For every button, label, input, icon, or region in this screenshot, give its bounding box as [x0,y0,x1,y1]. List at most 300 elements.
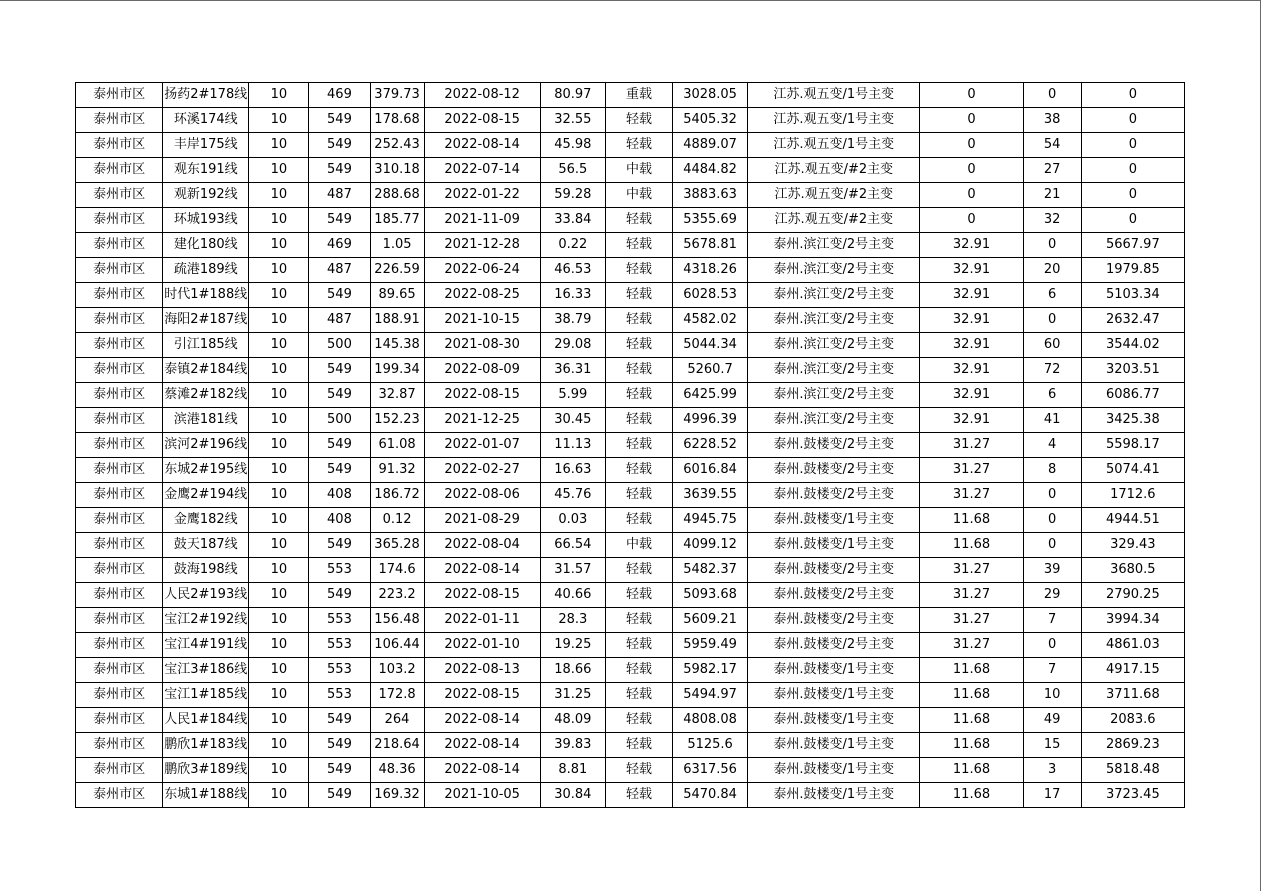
transformer-cell: 泰州.鼓楼变/2号主变 [748,633,920,658]
count-cell: 72 [1023,358,1081,383]
line-name-cell: 时代1#188线 [163,283,249,308]
count-cell: 41 [1023,408,1081,433]
count-cell: 10 [1023,683,1081,708]
transformer-cell: 泰州.滨江变/2号主变 [748,308,920,333]
load-cell: 48.36 [370,758,424,783]
voltage-cell: 10 [249,233,309,258]
transformer-value-cell: 32.91 [920,233,1023,258]
capacity-cell: 553 [309,608,370,633]
load-cell: 188.91 [370,308,424,333]
available-cell: 3639.55 [673,483,748,508]
count-cell: 7 [1023,658,1081,683]
available-cell: 5260.7 [673,358,748,383]
capacity-cell: 549 [309,158,370,183]
capacity-cell: 408 [309,483,370,508]
line-name-cell: 疏港189线 [163,258,249,283]
count-cell: 0 [1023,633,1081,658]
load-rate-cell: 28.3 [540,608,605,633]
district-cell: 泰州市区 [76,108,163,133]
margin-cell: 4861.03 [1081,633,1184,658]
date-cell: 2021-12-28 [424,233,540,258]
transformer-value-cell: 11.68 [920,508,1023,533]
margin-cell: 3680.5 [1081,558,1184,583]
table-row [76,83,1185,108]
date-cell: 2021-08-29 [424,508,540,533]
load-status-cell: 轻载 [605,708,672,733]
load-cell: 264 [370,708,424,733]
table-row [76,408,1185,433]
margin-cell: 0 [1081,83,1184,108]
table-row [76,208,1185,233]
load-cell: 288.68 [370,183,424,208]
available-cell: 5044.34 [673,333,748,358]
load-cell: 106.44 [370,633,424,658]
load-status-cell: 轻载 [605,358,672,383]
table-row [76,508,1185,533]
load-rate-cell: 31.25 [540,683,605,708]
available-cell: 4484.82 [673,158,748,183]
count-cell: 32 [1023,208,1081,233]
transformer-cell: 泰州.鼓楼变/1号主变 [748,708,920,733]
load-cell: 103.2 [370,658,424,683]
voltage-cell: 10 [249,333,309,358]
load-cell: 145.38 [370,333,424,358]
capacity-cell: 549 [309,758,370,783]
line-name-cell: 观新192线 [163,183,249,208]
date-cell: 2022-02-27 [424,458,540,483]
date-cell: 2022-08-12 [424,83,540,108]
available-cell: 5959.49 [673,633,748,658]
load-rate-cell: 45.76 [540,483,605,508]
available-cell: 3883.63 [673,183,748,208]
margin-cell: 1979.85 [1081,258,1184,283]
line-name-cell: 滨河2#196线 [163,433,249,458]
load-rate-cell: 11.13 [540,433,605,458]
load-rate-cell: 48.09 [540,708,605,733]
line-name-cell: 建化180线 [163,233,249,258]
margin-cell: 5074.41 [1081,458,1184,483]
load-cell: 91.32 [370,458,424,483]
transformer-value-cell: 0 [920,158,1023,183]
transformer-cell: 泰州.鼓楼变/2号主变 [748,583,920,608]
voltage-cell: 10 [249,533,309,558]
district-cell: 泰州市区 [76,508,163,533]
transformer-cell: 泰州.鼓楼变/1号主变 [748,733,920,758]
table-row [76,783,1185,808]
load-cell: 152.23 [370,408,424,433]
district-cell: 泰州市区 [76,208,163,233]
available-cell: 5093.68 [673,583,748,608]
load-rate-cell: 16.33 [540,283,605,308]
line-name-cell: 东城2#195线 [163,458,249,483]
capacity-cell: 469 [309,233,370,258]
transformer-cell: 江苏.观五变/1号主变 [748,108,920,133]
margin-cell: 3425.38 [1081,408,1184,433]
load-status-cell: 轻载 [605,483,672,508]
margin-cell: 6086.77 [1081,383,1184,408]
table-row [76,683,1185,708]
count-cell: 3 [1023,758,1081,783]
load-cell: 32.87 [370,383,424,408]
load-rate-cell: 16.63 [540,458,605,483]
table-row [76,758,1185,783]
load-rate-cell: 33.84 [540,208,605,233]
count-cell: 21 [1023,183,1081,208]
available-cell: 4808.08 [673,708,748,733]
voltage-cell: 10 [249,458,309,483]
capacity-cell: 549 [309,433,370,458]
capacity-cell: 549 [309,458,370,483]
capacity-cell: 549 [309,383,370,408]
voltage-cell: 10 [249,108,309,133]
load-cell: 252.43 [370,133,424,158]
transformer-cell: 江苏.观五变/1号主变 [748,83,920,108]
transformer-cell: 江苏.观五变/#2主变 [748,208,920,233]
transformer-value-cell: 32.91 [920,258,1023,283]
district-cell: 泰州市区 [76,733,163,758]
load-status-cell: 轻载 [605,583,672,608]
load-status-cell: 中载 [605,158,672,183]
line-name-cell: 滨港181线 [163,408,249,433]
load-rate-cell: 29.08 [540,333,605,358]
line-name-cell: 观东191线 [163,158,249,183]
load-status-cell: 轻载 [605,133,672,158]
load-rate-cell: 40.66 [540,583,605,608]
transformer-value-cell: 32.91 [920,308,1023,333]
load-status-cell: 轻载 [605,458,672,483]
line-name-cell: 泰镇2#184线 [163,358,249,383]
count-cell: 0 [1023,308,1081,333]
date-cell: 2022-07-14 [424,158,540,183]
load-rate-cell: 59.28 [540,183,605,208]
voltage-cell: 10 [249,283,309,308]
district-cell: 泰州市区 [76,633,163,658]
transformer-value-cell: 31.27 [920,558,1023,583]
district-cell: 泰州市区 [76,408,163,433]
date-cell: 2021-12-25 [424,408,540,433]
table-row [76,533,1185,558]
count-cell: 6 [1023,383,1081,408]
date-cell: 2022-01-10 [424,633,540,658]
available-cell: 5609.21 [673,608,748,633]
count-cell: 60 [1023,333,1081,358]
transformer-value-cell: 31.27 [920,608,1023,633]
date-cell: 2022-08-13 [424,658,540,683]
load-status-cell: 轻载 [605,758,672,783]
capacity-cell: 549 [309,108,370,133]
load-cell: 310.18 [370,158,424,183]
load-rate-cell: 5.99 [540,383,605,408]
table-row [76,708,1185,733]
load-cell: 226.59 [370,258,424,283]
district-cell: 泰州市区 [76,683,163,708]
transformer-value-cell: 11.68 [920,783,1023,808]
district-cell: 泰州市区 [76,758,163,783]
load-rate-cell: 30.45 [540,408,605,433]
district-cell: 泰州市区 [76,608,163,633]
district-cell: 泰州市区 [76,558,163,583]
load-rate-cell: 30.84 [540,783,605,808]
date-cell: 2022-08-14 [424,558,540,583]
margin-cell: 3711.68 [1081,683,1184,708]
district-cell: 泰州市区 [76,133,163,158]
count-cell: 27 [1023,158,1081,183]
table-row [76,733,1185,758]
available-cell: 5405.32 [673,108,748,133]
margin-cell: 2083.6 [1081,708,1184,733]
load-status-cell: 轻载 [605,333,672,358]
line-name-cell: 金鹰2#194线 [163,483,249,508]
count-cell: 0 [1023,533,1081,558]
load-cell: 185.77 [370,208,424,233]
available-cell: 6028.53 [673,283,748,308]
transformer-cell: 泰州.鼓楼变/1号主变 [748,683,920,708]
transformer-value-cell: 32.91 [920,408,1023,433]
district-cell: 泰州市区 [76,308,163,333]
voltage-cell: 10 [249,358,309,383]
available-cell: 3028.05 [673,83,748,108]
load-rate-cell: 56.5 [540,158,605,183]
table-row [76,308,1185,333]
load-cell: 218.64 [370,733,424,758]
load-status-cell: 轻载 [605,658,672,683]
table-row [76,133,1185,158]
count-cell: 0 [1023,483,1081,508]
transformer-cell: 泰州.鼓楼变/1号主变 [748,758,920,783]
load-rate-cell: 0.03 [540,508,605,533]
line-name-cell: 环城193线 [163,208,249,233]
load-cell: 199.34 [370,358,424,383]
voltage-cell: 10 [249,583,309,608]
line-name-cell: 人民2#193线 [163,583,249,608]
date-cell: 2021-10-15 [424,308,540,333]
capacity-cell: 553 [309,558,370,583]
available-cell: 4099.12 [673,533,748,558]
line-name-cell: 宝江4#191线 [163,633,249,658]
load-rate-cell: 31.57 [540,558,605,583]
margin-cell: 5818.48 [1081,758,1184,783]
count-cell: 0 [1023,83,1081,108]
transformer-value-cell: 0 [920,183,1023,208]
load-status-cell: 轻载 [605,633,672,658]
line-name-cell: 宝江2#192线 [163,608,249,633]
date-cell: 2022-01-07 [424,433,540,458]
table-row [76,633,1185,658]
load-cell: 379.73 [370,83,424,108]
transformer-value-cell: 31.27 [920,483,1023,508]
transformer-value-cell: 0 [920,83,1023,108]
transformer-cell: 泰州.滨江变/2号主变 [748,258,920,283]
capacity-cell: 549 [309,533,370,558]
available-cell: 4318.26 [673,258,748,283]
table-row [76,233,1185,258]
count-cell: 6 [1023,283,1081,308]
voltage-cell: 10 [249,258,309,283]
capacity-cell: 408 [309,508,370,533]
transformer-cell: 泰州.鼓楼变/2号主变 [748,608,920,633]
line-name-cell: 鼓海198线 [163,558,249,583]
table-row [76,383,1185,408]
load-status-cell: 轻载 [605,508,672,533]
date-cell: 2022-08-09 [424,358,540,383]
voltage-cell: 10 [249,558,309,583]
table-body [76,83,1185,808]
voltage-cell: 10 [249,783,309,808]
capacity-cell: 549 [309,208,370,233]
district-cell: 泰州市区 [76,83,163,108]
date-cell: 2022-01-11 [424,608,540,633]
voltage-cell: 10 [249,608,309,633]
margin-cell: 3544.02 [1081,333,1184,358]
transformer-value-cell: 11.68 [920,533,1023,558]
date-cell: 2021-10-05 [424,783,540,808]
margin-cell: 4944.51 [1081,508,1184,533]
capacity-cell: 487 [309,258,370,283]
table-row [76,658,1185,683]
date-cell: 2022-08-04 [424,533,540,558]
load-status-cell: 轻载 [605,558,672,583]
load-cell: 172.8 [370,683,424,708]
available-cell: 5494.97 [673,683,748,708]
line-name-cell: 鹏欣3#189线 [163,758,249,783]
district-cell: 泰州市区 [76,658,163,683]
margin-cell: 0 [1081,208,1184,233]
date-cell: 2021-11-09 [424,208,540,233]
transformer-cell: 泰州.滨江变/2号主变 [748,383,920,408]
transformer-cell: 泰州.滨江变/2号主变 [748,408,920,433]
voltage-cell: 10 [249,708,309,733]
available-cell: 6317.56 [673,758,748,783]
table-row [76,333,1185,358]
district-cell: 泰州市区 [76,183,163,208]
district-cell: 泰州市区 [76,358,163,383]
available-cell: 5982.17 [673,658,748,683]
district-cell: 泰州市区 [76,283,163,308]
capacity-cell: 553 [309,683,370,708]
load-cell: 174.6 [370,558,424,583]
capacity-cell: 549 [309,783,370,808]
load-status-cell: 重载 [605,83,672,108]
capacity-cell: 487 [309,183,370,208]
table-row [76,608,1185,633]
load-status-cell: 中载 [605,183,672,208]
transformer-cell: 泰州.滨江变/2号主变 [748,283,920,308]
voltage-cell: 10 [249,433,309,458]
count-cell: 49 [1023,708,1081,733]
district-cell: 泰州市区 [76,433,163,458]
capacity-cell: 553 [309,633,370,658]
table-row [76,483,1185,508]
available-cell: 5678.81 [673,233,748,258]
date-cell: 2022-08-14 [424,733,540,758]
transformer-cell: 江苏.观五变/1号主变 [748,133,920,158]
district-cell: 泰州市区 [76,483,163,508]
voltage-cell: 10 [249,758,309,783]
transformer-cell: 泰州.鼓楼变/2号主变 [748,483,920,508]
table-row [76,358,1185,383]
count-cell: 15 [1023,733,1081,758]
transformer-value-cell: 11.68 [920,683,1023,708]
voltage-cell: 10 [249,183,309,208]
transformer-value-cell: 32.91 [920,383,1023,408]
capacity-cell: 553 [309,658,370,683]
voltage-cell: 10 [249,383,309,408]
load-cell: 365.28 [370,533,424,558]
district-cell: 泰州市区 [76,383,163,408]
transformer-value-cell: 32.91 [920,358,1023,383]
line-name-cell: 扬药2#178线 [163,83,249,108]
capacity-cell: 549 [309,358,370,383]
load-cell: 186.72 [370,483,424,508]
transformer-cell: 泰州.鼓楼变/2号主变 [748,558,920,583]
load-status-cell: 轻载 [605,683,672,708]
line-name-cell: 蔡滩2#182线 [163,383,249,408]
load-status-cell: 轻载 [605,108,672,133]
date-cell: 2022-08-15 [424,108,540,133]
transformer-cell: 泰州.滨江变/2号主变 [748,333,920,358]
load-status-cell: 轻载 [605,283,672,308]
load-rate-cell: 32.55 [540,108,605,133]
transformer-value-cell: 32.91 [920,283,1023,308]
voltage-cell: 10 [249,408,309,433]
capacity-cell: 469 [309,83,370,108]
load-rate-cell: 46.53 [540,258,605,283]
district-cell: 泰州市区 [76,233,163,258]
transformer-cell: 泰州.鼓楼变/2号主变 [748,458,920,483]
count-cell: 4 [1023,433,1081,458]
capacity-cell: 549 [309,583,370,608]
table-row [76,433,1185,458]
available-cell: 5355.69 [673,208,748,233]
available-cell: 6425.99 [673,383,748,408]
table-row [76,283,1185,308]
load-cell: 1.05 [370,233,424,258]
load-rate-cell: 8.81 [540,758,605,783]
transformer-cell: 泰州.滨江变/2号主变 [748,233,920,258]
margin-cell: 3994.34 [1081,608,1184,633]
transformer-value-cell: 11.68 [920,658,1023,683]
table-row [76,458,1185,483]
load-rate-cell: 19.25 [540,633,605,658]
load-rate-cell: 0.22 [540,233,605,258]
count-cell: 0 [1023,233,1081,258]
load-status-cell: 轻载 [605,383,672,408]
available-cell: 5470.84 [673,783,748,808]
capacity-cell: 549 [309,133,370,158]
voltage-cell: 10 [249,508,309,533]
load-cell: 0.12 [370,508,424,533]
load-status-cell: 轻载 [605,233,672,258]
district-cell: 泰州市区 [76,458,163,483]
voltage-cell: 10 [249,683,309,708]
transformer-value-cell: 31.27 [920,433,1023,458]
date-cell: 2022-08-15 [424,683,540,708]
table-row [76,108,1185,133]
load-rate-cell: 66.54 [540,533,605,558]
date-cell: 2022-08-15 [424,583,540,608]
table-row [76,258,1185,283]
load-status-cell: 轻载 [605,208,672,233]
available-cell: 4889.07 [673,133,748,158]
count-cell: 39 [1023,558,1081,583]
line-name-cell: 引江185线 [163,333,249,358]
voltage-cell: 10 [249,158,309,183]
district-cell: 泰州市区 [76,533,163,558]
date-cell: 2022-08-25 [424,283,540,308]
voltage-cell: 10 [249,208,309,233]
available-cell: 5482.37 [673,558,748,583]
transformer-cell: 泰州.滨江变/2号主变 [748,358,920,383]
